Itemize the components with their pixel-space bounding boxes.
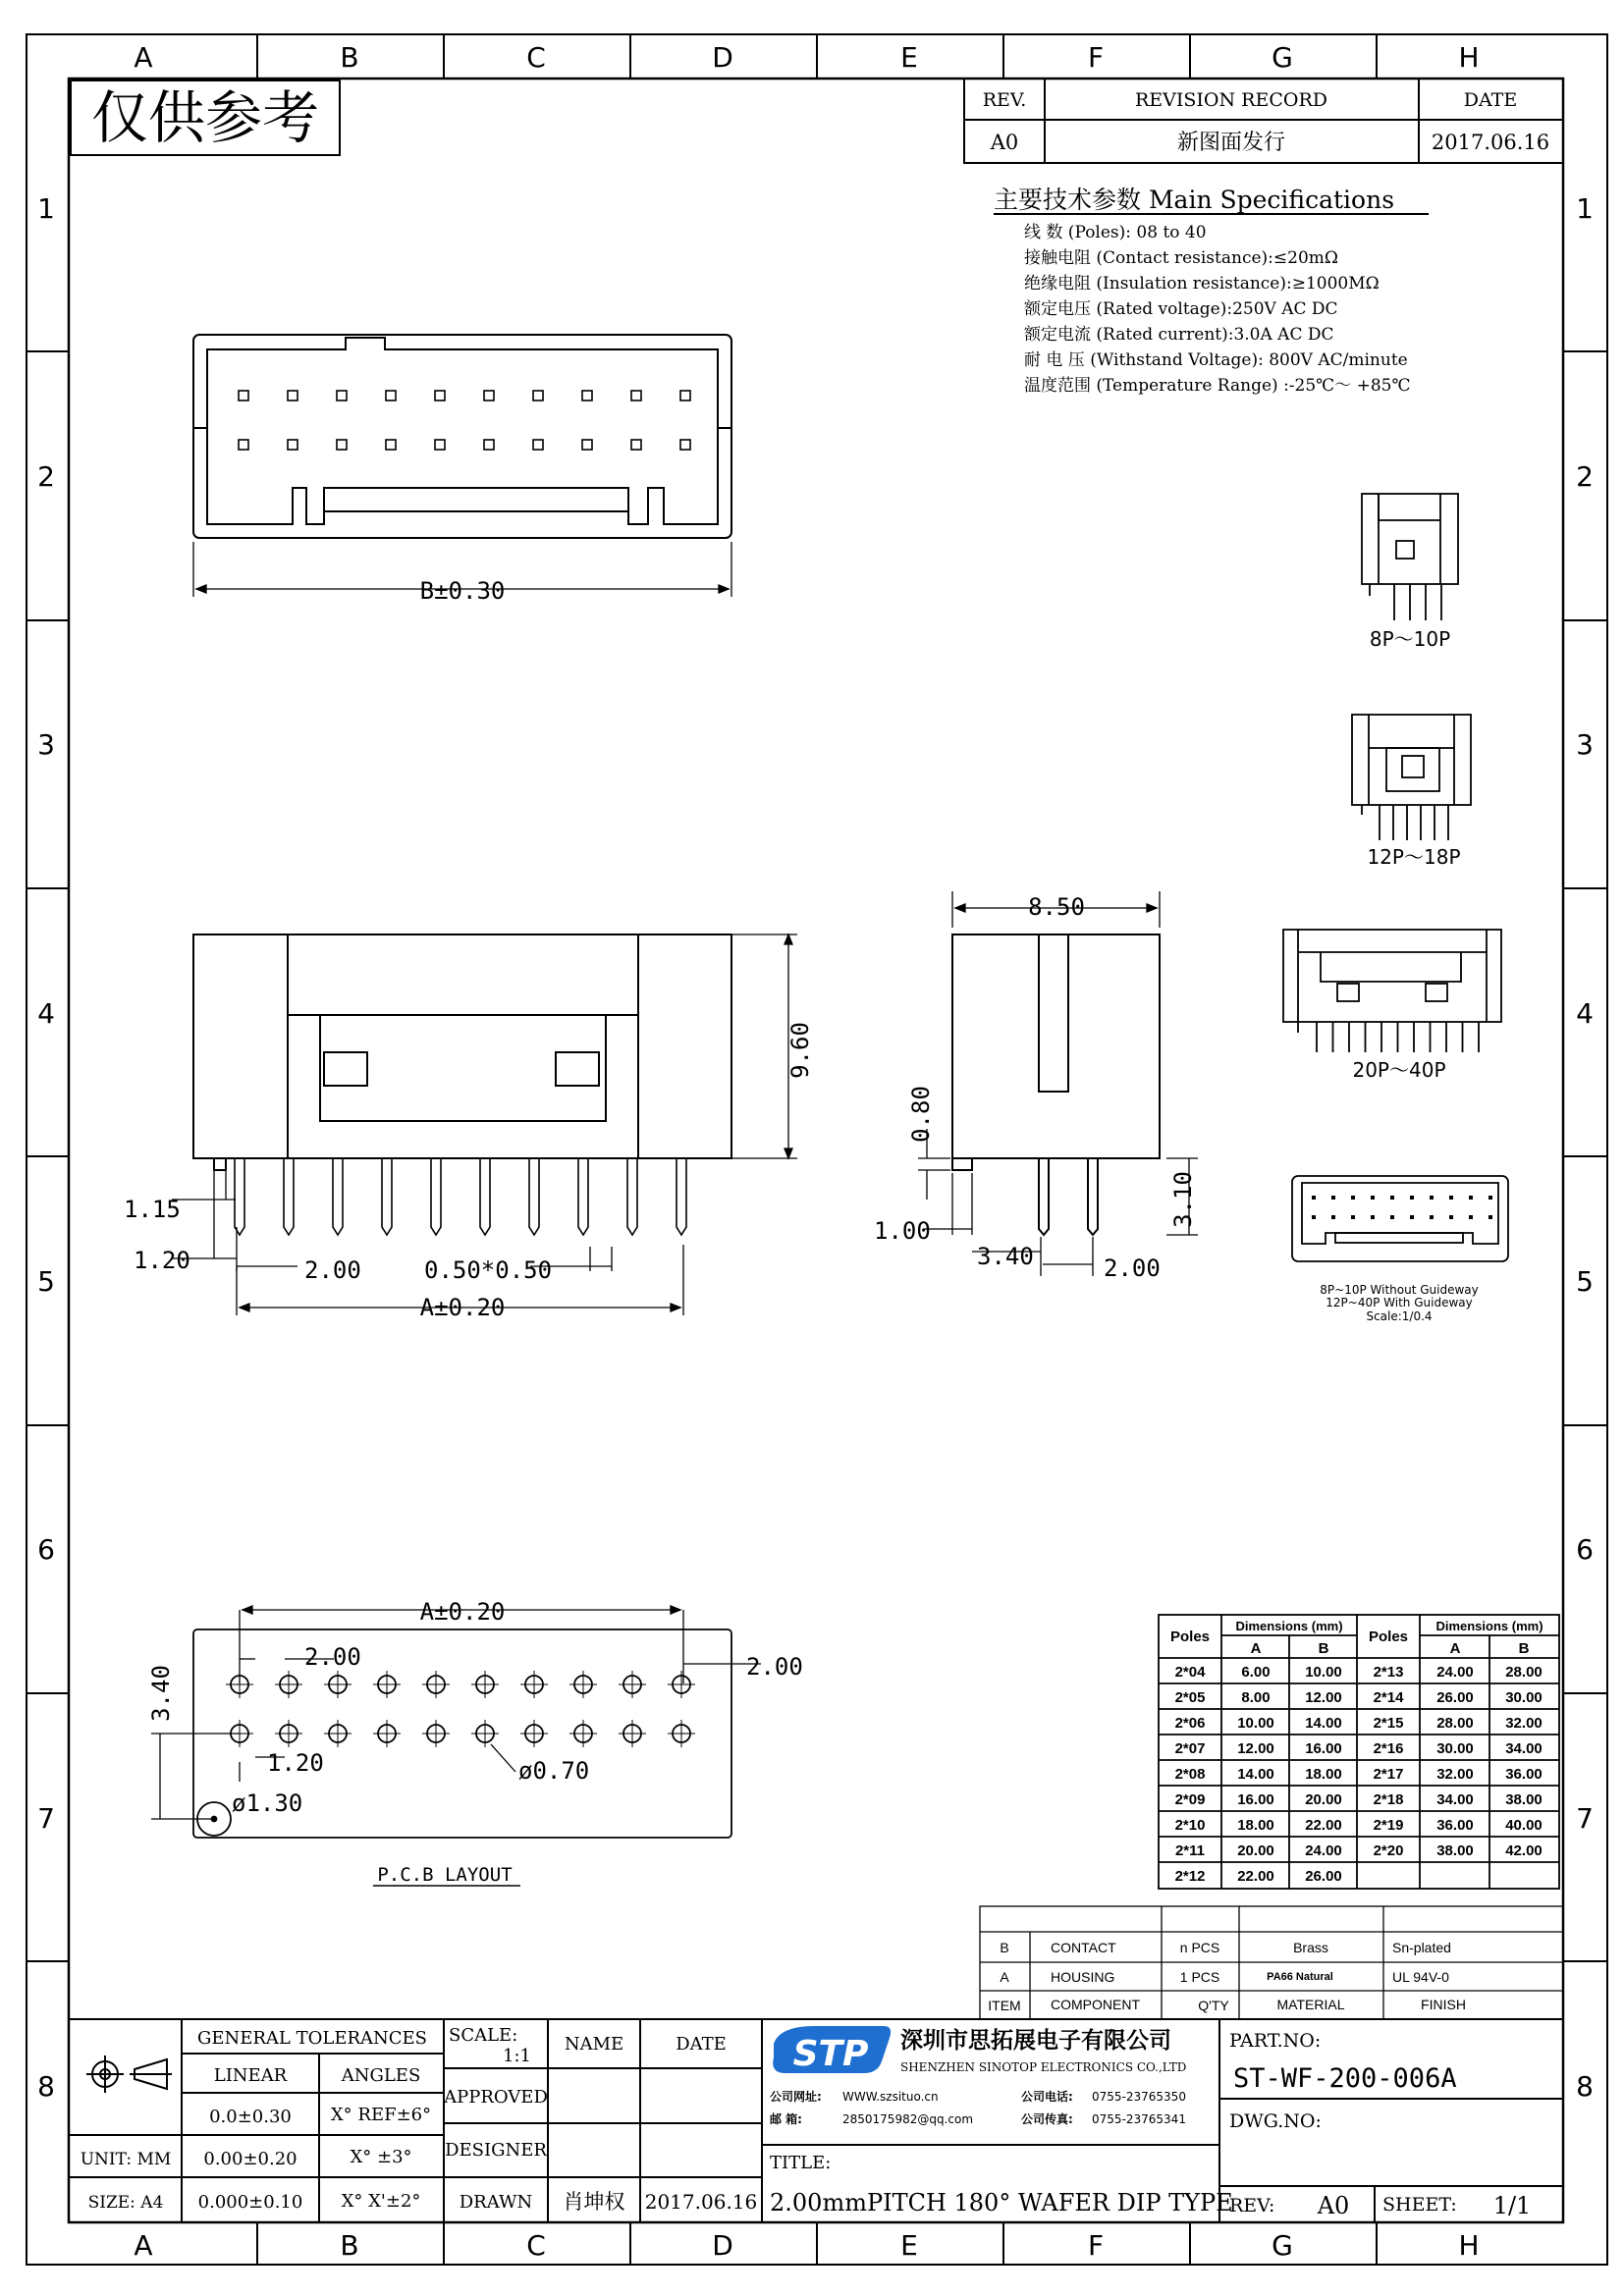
dimtable-cell: 30.00 [1505,1689,1543,1706]
dimtable-cell: 16.00 [1237,1791,1274,1808]
row-label-right: 2 [1576,460,1594,493]
bom-finish: UL 94V-0 [1392,1969,1449,1985]
contact-pad [337,440,347,450]
logo-text: STP [792,2034,869,2074]
date-header: DATE [1463,89,1518,111]
contact-pad [680,440,690,450]
scale-value: 1:1 [503,2046,531,2066]
dimtable-cell: 20.00 [1237,1842,1274,1859]
dimtable-b-header: B [1318,1640,1329,1657]
dimtable-cell: 36.00 [1436,1817,1474,1834]
dim-a-width: A±0.20 [419,1294,506,1321]
dim-3-40: 3.40 [977,1243,1034,1270]
angle-tol: X° REF±6° [330,2105,432,2125]
variant-8p-10p [1362,494,1458,620]
dimtable-a-header: A [1449,1640,1461,1657]
contact-pad [288,391,298,400]
bom-item-header: ITEM [988,1998,1021,2013]
dimtable-cell: 8.00 [1241,1689,1271,1706]
dimtable-cell: 20.00 [1305,1791,1342,1808]
bom-finish: Sn-plated [1392,1940,1451,1955]
dimtable-cell: 2*04 [1174,1664,1206,1681]
bom-material-header: MATERIAL [1276,1997,1345,2012]
dimtable-cell: 2*09 [1174,1791,1206,1808]
col-label-bottom: A [134,2229,153,2262]
mail-label: 邮 箱: [770,2112,802,2126]
linear-header: LINEAR [213,2065,288,2086]
contact-pad [1351,1196,1355,1200]
unit: UNIT: MM [80,2150,172,2169]
col-label-bottom: B [340,2229,359,2262]
dimtable-cell: 26.00 [1436,1689,1474,1706]
sheet-label: SHEET: [1382,2194,1457,2216]
dimtable-cell: 2*05 [1174,1689,1206,1706]
row-label-right: 1 [1576,192,1594,225]
dimtable-cell: 14.00 [1237,1766,1274,1783]
dimtable-cell: 2*15 [1373,1715,1404,1732]
sheet-size: SIZE: A4 [87,2193,164,2213]
col-label-top: H [1458,41,1480,74]
spec-line: 接触电阻 (Contact resistance):≤20mΩ [1024,248,1338,268]
col-label-top: F [1087,41,1105,74]
bom-qty-header: Q'TY [1198,1998,1229,2013]
pcb-dim-peg: ø1.30 [232,1789,303,1817]
contact-pad [1331,1215,1335,1219]
dimtable-cell: 34.00 [1436,1791,1474,1808]
contact-pad [1449,1215,1453,1219]
bom-component: CONTACT [1051,1940,1116,1955]
bom-material: Brass [1293,1940,1328,1955]
front-view [193,934,731,1235]
contact-pad [484,440,494,450]
variant-note: 8P~10P Without Guideway [1320,1283,1479,1297]
dimtable-cell: 26.00 [1305,1868,1342,1885]
row-label-left: 5 [37,1265,55,1298]
dimtable-cell: 2*08 [1174,1766,1206,1783]
contact-pad [1430,1196,1434,1200]
dimtable-cell: 2*06 [1174,1715,1206,1732]
dimtable-a-header: A [1250,1640,1262,1657]
spec-line: 温度范围 (Temperature Range) :-25℃～ +85℃ [1024,376,1411,396]
rev-header: REV. [982,89,1027,111]
contact-pad [1371,1196,1375,1200]
angle-tol: X° X'±2° [341,2191,421,2212]
row-label-right: 7 [1576,1802,1594,1835]
dimension-table [1159,1615,1559,1889]
variant-label: 8P～10P [1369,627,1451,651]
spec-line: 额定电压 (Rated voltage):250V AC DC [1024,299,1338,319]
dimtable-cell: 2*20 [1373,1842,1404,1859]
email: 2850175982@qq.com [842,2112,974,2126]
contact-pad [484,391,494,400]
tel-label: 公司电话: [1021,2090,1073,2104]
pin [627,1158,637,1235]
fax: 0755-23765341 [1092,2112,1186,2126]
contact-pad [1390,1196,1394,1200]
contact-pad [1390,1215,1394,1219]
row-label-right: 5 [1576,1265,1594,1298]
variant-label: 20P～40P [1352,1058,1446,1082]
dimtable-b-header: B [1518,1640,1530,1657]
contact-pad [582,440,592,450]
front-view-pins [235,1158,686,1235]
contact-pad [1331,1196,1335,1200]
company-logo [773,2026,891,2074]
rev-label: REV: [1229,2195,1275,2216]
dimtable-cell: 24.00 [1305,1842,1342,1859]
dimtable-poles-header: Poles [1368,1629,1409,1645]
telephone: 0755-23765350 [1092,2090,1186,2104]
dimtable-cell: 12.00 [1305,1689,1342,1706]
part-number: ST-WF-200-006A [1233,2063,1457,2094]
contact-pad [680,391,690,400]
dimtable-cell: 38.00 [1505,1791,1543,1808]
pcb-holes [226,1671,695,1747]
contact-pad [1312,1196,1316,1200]
col-label-top: E [900,41,918,74]
drawn-label: DRAWN [459,2192,533,2213]
contact-pad [1469,1215,1473,1219]
linear-tol: 0.000±0.10 [197,2192,303,2213]
approved-label: APPROVED [444,2087,548,2108]
dimtable-cell: 42.00 [1505,1842,1543,1859]
dim-height: 9.60 [786,1022,814,1079]
dim-2-00-side: 2.00 [1104,1255,1161,1282]
contact-pad [1489,1196,1492,1200]
top-view-pins [239,391,690,450]
bom-item: B [1000,1940,1009,1955]
variant-20p-40p [1283,930,1501,1052]
dimtable-cell: 18.00 [1305,1766,1342,1783]
dimtable-cell: 22.00 [1305,1817,1342,1834]
linear-tol: 0.00±0.20 [203,2149,298,2169]
specs-title: 主要技术参数 Main Specifications [994,186,1395,214]
dim-1-15: 1.15 [124,1196,181,1223]
pcb-layout-title: P.C.B LAYOUT [377,1864,513,1886]
dimtable-cell: 22.00 [1237,1868,1274,1885]
spec-line: 耐 电 压 (Withstand Voltage): 800V AC/minute [1024,350,1408,370]
spec-line: 绝缘电阻 (Insulation resistance):≥1000MΩ [1024,274,1380,294]
dimtable-cell: 40.00 [1505,1817,1543,1834]
dim-3-10: 3.10 [1169,1171,1197,1228]
contact-pad [337,391,347,400]
web-label: 公司网址: [770,2090,822,2104]
angle-tol: X° ±3° [350,2147,412,2167]
pcb-dim-edge: 2.00 [746,1653,803,1681]
col-label-bottom: D [712,2229,733,2262]
angles-header: ANGLES [341,2065,421,2086]
dim-pin-section: 0.50*0.50 [424,1256,553,1284]
contact-pad [1312,1215,1316,1219]
top-view [193,335,731,538]
dimtable-cell: 10.00 [1305,1664,1342,1681]
pcb-dim-pitch: 2.00 [304,1643,361,1671]
pin [529,1158,539,1235]
dimtable-cell: 2*12 [1174,1868,1206,1885]
dim-b-width: B±0.30 [419,577,506,605]
contact-pad [533,440,543,450]
dimtable-cell: 28.00 [1436,1715,1474,1732]
dim-1-00: 1.00 [874,1217,931,1245]
row-label-left: 2 [37,460,55,493]
col-label-top: G [1272,41,1293,74]
designer-label: DESIGNER [445,2140,547,2161]
drawn-date: 2017.06.16 [644,2190,758,2214]
drawing-title: 2.00mmPITCH 180° WAFER DIP TYPE [770,2189,1233,2216]
contact-pad [386,440,396,450]
dimtable-cell: 18.00 [1237,1817,1274,1834]
row-label-right: 6 [1576,1533,1594,1566]
dimtable-cell: 2*11 [1174,1842,1206,1859]
bom-item: A [1000,1969,1009,1985]
dimtable-poles-header: Poles [1169,1629,1211,1645]
contact-pad [435,440,445,450]
spec-line: 额定电流 (Rated current):3.0A AC DC [1024,325,1334,345]
dimtable-cell: 24.00 [1436,1664,1474,1681]
dimtable-cell: 32.00 [1505,1715,1543,1732]
col-label-bottom: F [1087,2229,1105,2262]
revision-description: 新图面发行 [1176,131,1286,155]
contact-pad [288,440,298,450]
scale-label: SCALE: [449,2025,518,2046]
dimtable-cell: 28.00 [1505,1664,1543,1681]
pin [480,1158,490,1235]
dimtable-cell: 2*13 [1373,1664,1404,1681]
contact-pad [1469,1196,1473,1200]
row-label-right: 8 [1576,2070,1594,2103]
dimtable-cell: 38.00 [1436,1842,1474,1859]
fax-label: 公司传真: [1021,2112,1073,2126]
contact-pad [239,440,248,450]
main-specifications [994,186,1429,396]
variant-top-guideway [1292,1176,1508,1261]
contact-pad [533,391,543,400]
drawn-by: 肖坤权 [563,2190,625,2214]
revision-record-header: REVISION RECORD [1135,89,1327,111]
pin [677,1158,686,1235]
col-label-top: B [340,41,359,74]
dim-pitch: 2.00 [304,1256,361,1284]
bom-qty: 1 PCS [1179,1969,1220,1985]
dimtable-dimensions-header: Dimensions (mm) [1235,1619,1343,1633]
contact-pad [1371,1215,1375,1219]
contact-pad [1351,1215,1355,1219]
dim-0-80: 0.80 [907,1086,935,1143]
col-label-bottom: E [900,2229,918,2262]
pin [431,1158,441,1235]
dimtable-cell: 2*14 [1373,1689,1404,1706]
dwg-no-label: DWG.NO: [1229,2110,1322,2132]
company-name-cn: 深圳市思拓展电子有限公司 [900,2028,1171,2054]
col-label-top: A [134,41,153,74]
row-label-left: 7 [37,1802,55,1835]
variant-12p-18p [1352,715,1471,840]
dimtable-cell: 30.00 [1436,1740,1474,1757]
contact-pad [1430,1215,1434,1219]
general-tolerances: GENERAL TOLERANCES [196,2028,428,2049]
rev-value: A0 [1317,2192,1350,2219]
bom-component-header: COMPONENT [1051,1997,1140,2012]
dimtable-cell: 2*18 [1373,1791,1404,1808]
contact-pad [1410,1196,1414,1200]
dimtable-cell: 36.00 [1505,1766,1543,1783]
projection-symbol-icon [86,2056,172,2093]
row-label-left: 1 [37,192,55,225]
spec-line: 线 数 (Poles): 08 to 40 [1024,223,1207,242]
dimtable-dimensions-header: Dimensions (mm) [1435,1619,1543,1633]
dim-1-20: 1.20 [134,1247,190,1274]
contact-pad [1489,1215,1492,1219]
dimtable-cell: 2*19 [1373,1817,1404,1834]
contact-pad [386,391,396,400]
dimtable-cell: 32.00 [1436,1766,1474,1783]
contact-pad [435,391,445,400]
dimtable-cell: 2*16 [1373,1740,1404,1757]
zone-labels [37,41,1594,2262]
side-view [952,934,1160,1235]
contact-pad [1410,1215,1414,1219]
variant-note: Scale:1/0.4 [1366,1309,1433,1323]
row-label-left: 3 [37,728,55,761]
website: WWW.szsituo.cn [842,2090,939,2104]
sheet-value: 1/1 [1492,2192,1532,2219]
dimtable-cell: 10.00 [1237,1715,1274,1732]
pcb-dim-a: A±0.20 [419,1598,506,1626]
contact-pad [631,440,641,450]
col-label-top: C [526,41,546,74]
reference-stamp: 仅供参考 [90,84,320,151]
dimtable-cell: 12.00 [1237,1740,1274,1757]
row-label-left: 4 [37,997,55,1030]
col-label-top: D [712,41,733,74]
pin [284,1158,294,1235]
bom-qty: n PCS [1179,1940,1220,1955]
contact-pad [239,391,248,400]
dim-depth: 8.50 [1028,893,1085,921]
contact-pad [631,391,641,400]
rev-value: A0 [990,131,1019,154]
bom-component: HOUSING [1051,1969,1115,1985]
bom-finish-header: FINISH [1421,1997,1466,2012]
name-header: NAME [564,2034,624,2055]
contact-pad [1449,1196,1453,1200]
revision-date: 2017.06.16 [1431,131,1550,154]
company-name-en: SHENZHEN SINOTOP ELECTRONICS CO.,LTD [900,2060,1187,2074]
linear-tol: 0.0±0.30 [209,2107,292,2127]
dimtable-cell: 2*17 [1373,1766,1404,1783]
pin [235,1158,244,1235]
pcb-dim-offset: 1.20 [267,1749,324,1777]
row-label-left: 8 [37,2070,55,2103]
dimtable-cell: 2*10 [1174,1817,1206,1834]
variant-label: 12P～18P [1367,845,1461,869]
pin [578,1158,588,1235]
row-label-right: 4 [1576,997,1594,1030]
date-header: DATE [676,2034,727,2055]
dimtable-cell: 6.00 [1241,1664,1271,1681]
pcb-dim-hole: ø0.70 [518,1757,590,1785]
col-label-bottom: C [526,2229,546,2262]
variant-note: 12P~40P With Guideway [1326,1296,1473,1309]
dimtable-cell: 14.00 [1305,1715,1342,1732]
contact-pad [582,391,592,400]
row-label-right: 3 [1576,728,1594,761]
pin [382,1158,392,1235]
row-label-left: 6 [37,1533,55,1566]
bom-material: PA66 Natural [1267,1971,1333,1983]
col-label-bottom: H [1458,2229,1480,2262]
title-label: TITLE: [770,2153,832,2173]
dimtable-cell: 34.00 [1505,1740,1543,1757]
dimtable-cell: 2*07 [1174,1740,1206,1757]
pin [333,1158,343,1235]
dimtable-cell: 16.00 [1305,1740,1342,1757]
pcb-dim-row: 3.40 [147,1665,175,1722]
part-no-label: PART.NO: [1229,2030,1322,2052]
col-label-bottom: G [1272,2229,1293,2262]
